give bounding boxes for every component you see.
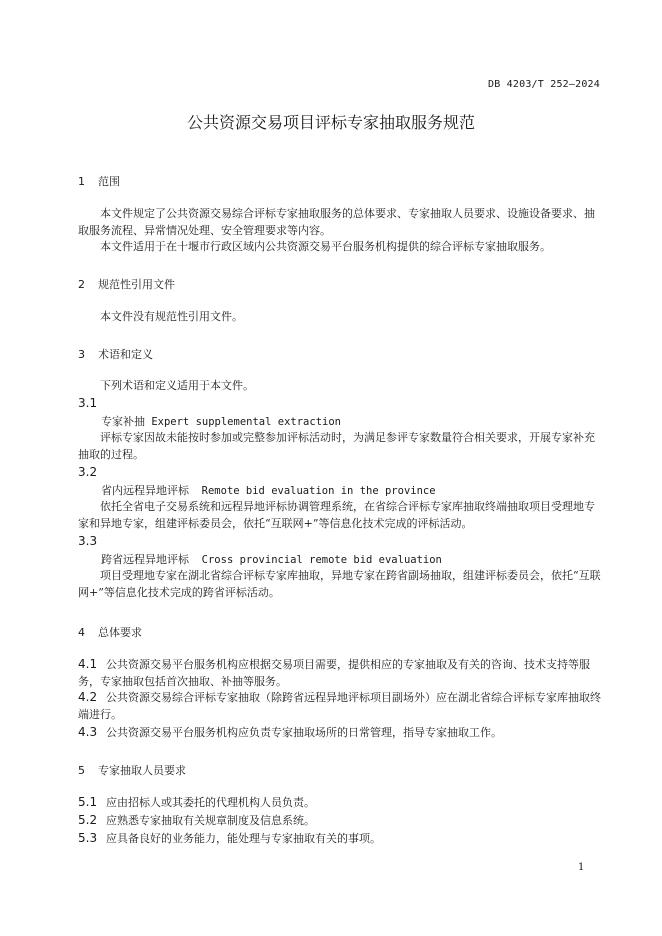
document-code: DB 4203/T 252—2024 — [488, 79, 600, 90]
clause-5-2 — [78, 812, 603, 830]
section-1-paragraph-1: 本文件规定了公共资源交易综合评标专家抽取服务的总体要求、专家抽取人员要求、设施设备要求、抽取服务流程、异常情况处理、安全管理要求等内容。 — [78, 207, 595, 237]
term-3-1-title — [101, 413, 341, 429]
term-en: Expert supplemental extraction — [151, 416, 341, 428]
section-title: 总体要求 — [98, 626, 142, 639]
clause-4-1 — [78, 656, 603, 690]
term-en: Remote bid evaluation in the province — [201, 485, 436, 497]
term-en: Cross provincial remote bid evaluation — [201, 554, 442, 566]
clause-number: 4.1 — [78, 657, 98, 671]
page-number: 1 — [578, 862, 585, 873]
clause-number: 5.1 — [78, 795, 98, 809]
clause-5-1 — [78, 794, 603, 812]
section-2-heading — [78, 276, 175, 292]
clause-text: 应熟悉专家抽取有关规章制度及信息系统。 — [106, 814, 315, 827]
term-3-1-definition: 评标专家因故未能按时参加或完整参加评标活动时，为满足参评专家数量符合相关要求，开展专家补充抽取的过程。 — [78, 431, 595, 461]
term-zh: 跨省远程异地评标 — [101, 553, 189, 566]
section-title: 规范性引用文件 — [98, 278, 175, 291]
term-3-2-title — [101, 482, 436, 498]
clause-4-3 — [78, 724, 603, 742]
term-3-3-definition: 项目受理地专家在湖北省综合评标专家库抽取，异地专家在跨省副场抽取，组建评标委员会，依托“互联网+”等信息化技术完成的跨省评标活动。 — [78, 569, 601, 599]
section-1-paragraph-2: 本文件适用于在十堰市行政区域内公共资源交易平台服务机构提供的综合评标专家抽取服务。 — [100, 240, 551, 253]
section-number: 4 — [78, 626, 85, 639]
term-3-3-number: 3.3 — [78, 534, 98, 548]
term-3-2-definition: 依托全省电子交易系统和远程异地评标协调管理系统，在省综合评标专家库抽取终端抽取项目受理地专家和异地专家，组建评标委员会，依托“互联网+”等信息化技术完成的评标活动。 — [78, 500, 595, 530]
clause-number: 4.2 — [78, 690, 98, 704]
section-4-heading — [78, 624, 142, 640]
section-number: 5 — [78, 764, 85, 777]
term-zh: 省内远程异地评标 — [101, 484, 189, 497]
section-1-heading — [78, 173, 120, 189]
clause-text: 公共资源交易平台服务机构应负责专家抽取场所的日常管理，指导专家抽取工作。 — [106, 726, 502, 739]
term-zh: 专家补抽 — [101, 415, 145, 428]
section-2-paragraph-1: 本文件没有规范性引用文件。 — [100, 310, 243, 323]
section-3-intro: 下列术语和定义适用于本文件。 — [100, 379, 254, 392]
term-3-2-number: 3.2 — [78, 465, 98, 479]
clause-text: 公共资源交易综合评标专家抽取（除跨省远程异地评标项目副场外）应在湖北省综合评标专家库抽取终端进行。 — [78, 691, 601, 721]
clause-number: 5.2 — [78, 813, 98, 827]
section-number: 3 — [78, 348, 85, 361]
clause-5-3 — [78, 830, 603, 848]
document-title: 公共资源交易项目评标专家抽取服务规范 — [186, 113, 475, 132]
clause-text: 应由招标人或其委托的代理机构人员负责。 — [106, 796, 315, 809]
clause-text: 公共资源交易平台服务机构应根据交易项目需要，提供相应的专家抽取及有关的咨询、技术支持等服务，专家抽取包括首次抽取、补抽等服务。 — [78, 658, 590, 688]
section-title: 术语和定义 — [98, 348, 153, 361]
section-title: 范围 — [98, 175, 120, 188]
section-3-heading — [78, 346, 153, 362]
term-3-3-title — [101, 551, 442, 567]
clause-text: 应具备良好的业务能力，能处理与专家抽取有关的事项。 — [106, 832, 381, 845]
section-number: 2 — [78, 278, 85, 291]
term-3-1-number: 3.1 — [78, 396, 98, 410]
clause-number: 5.3 — [78, 831, 98, 845]
section-title: 专家抽取人员要求 — [98, 764, 186, 777]
section-number: 1 — [78, 175, 85, 188]
clause-number: 4.3 — [78, 725, 98, 739]
section-5-heading — [78, 762, 186, 778]
clause-4-2 — [78, 689, 603, 723]
